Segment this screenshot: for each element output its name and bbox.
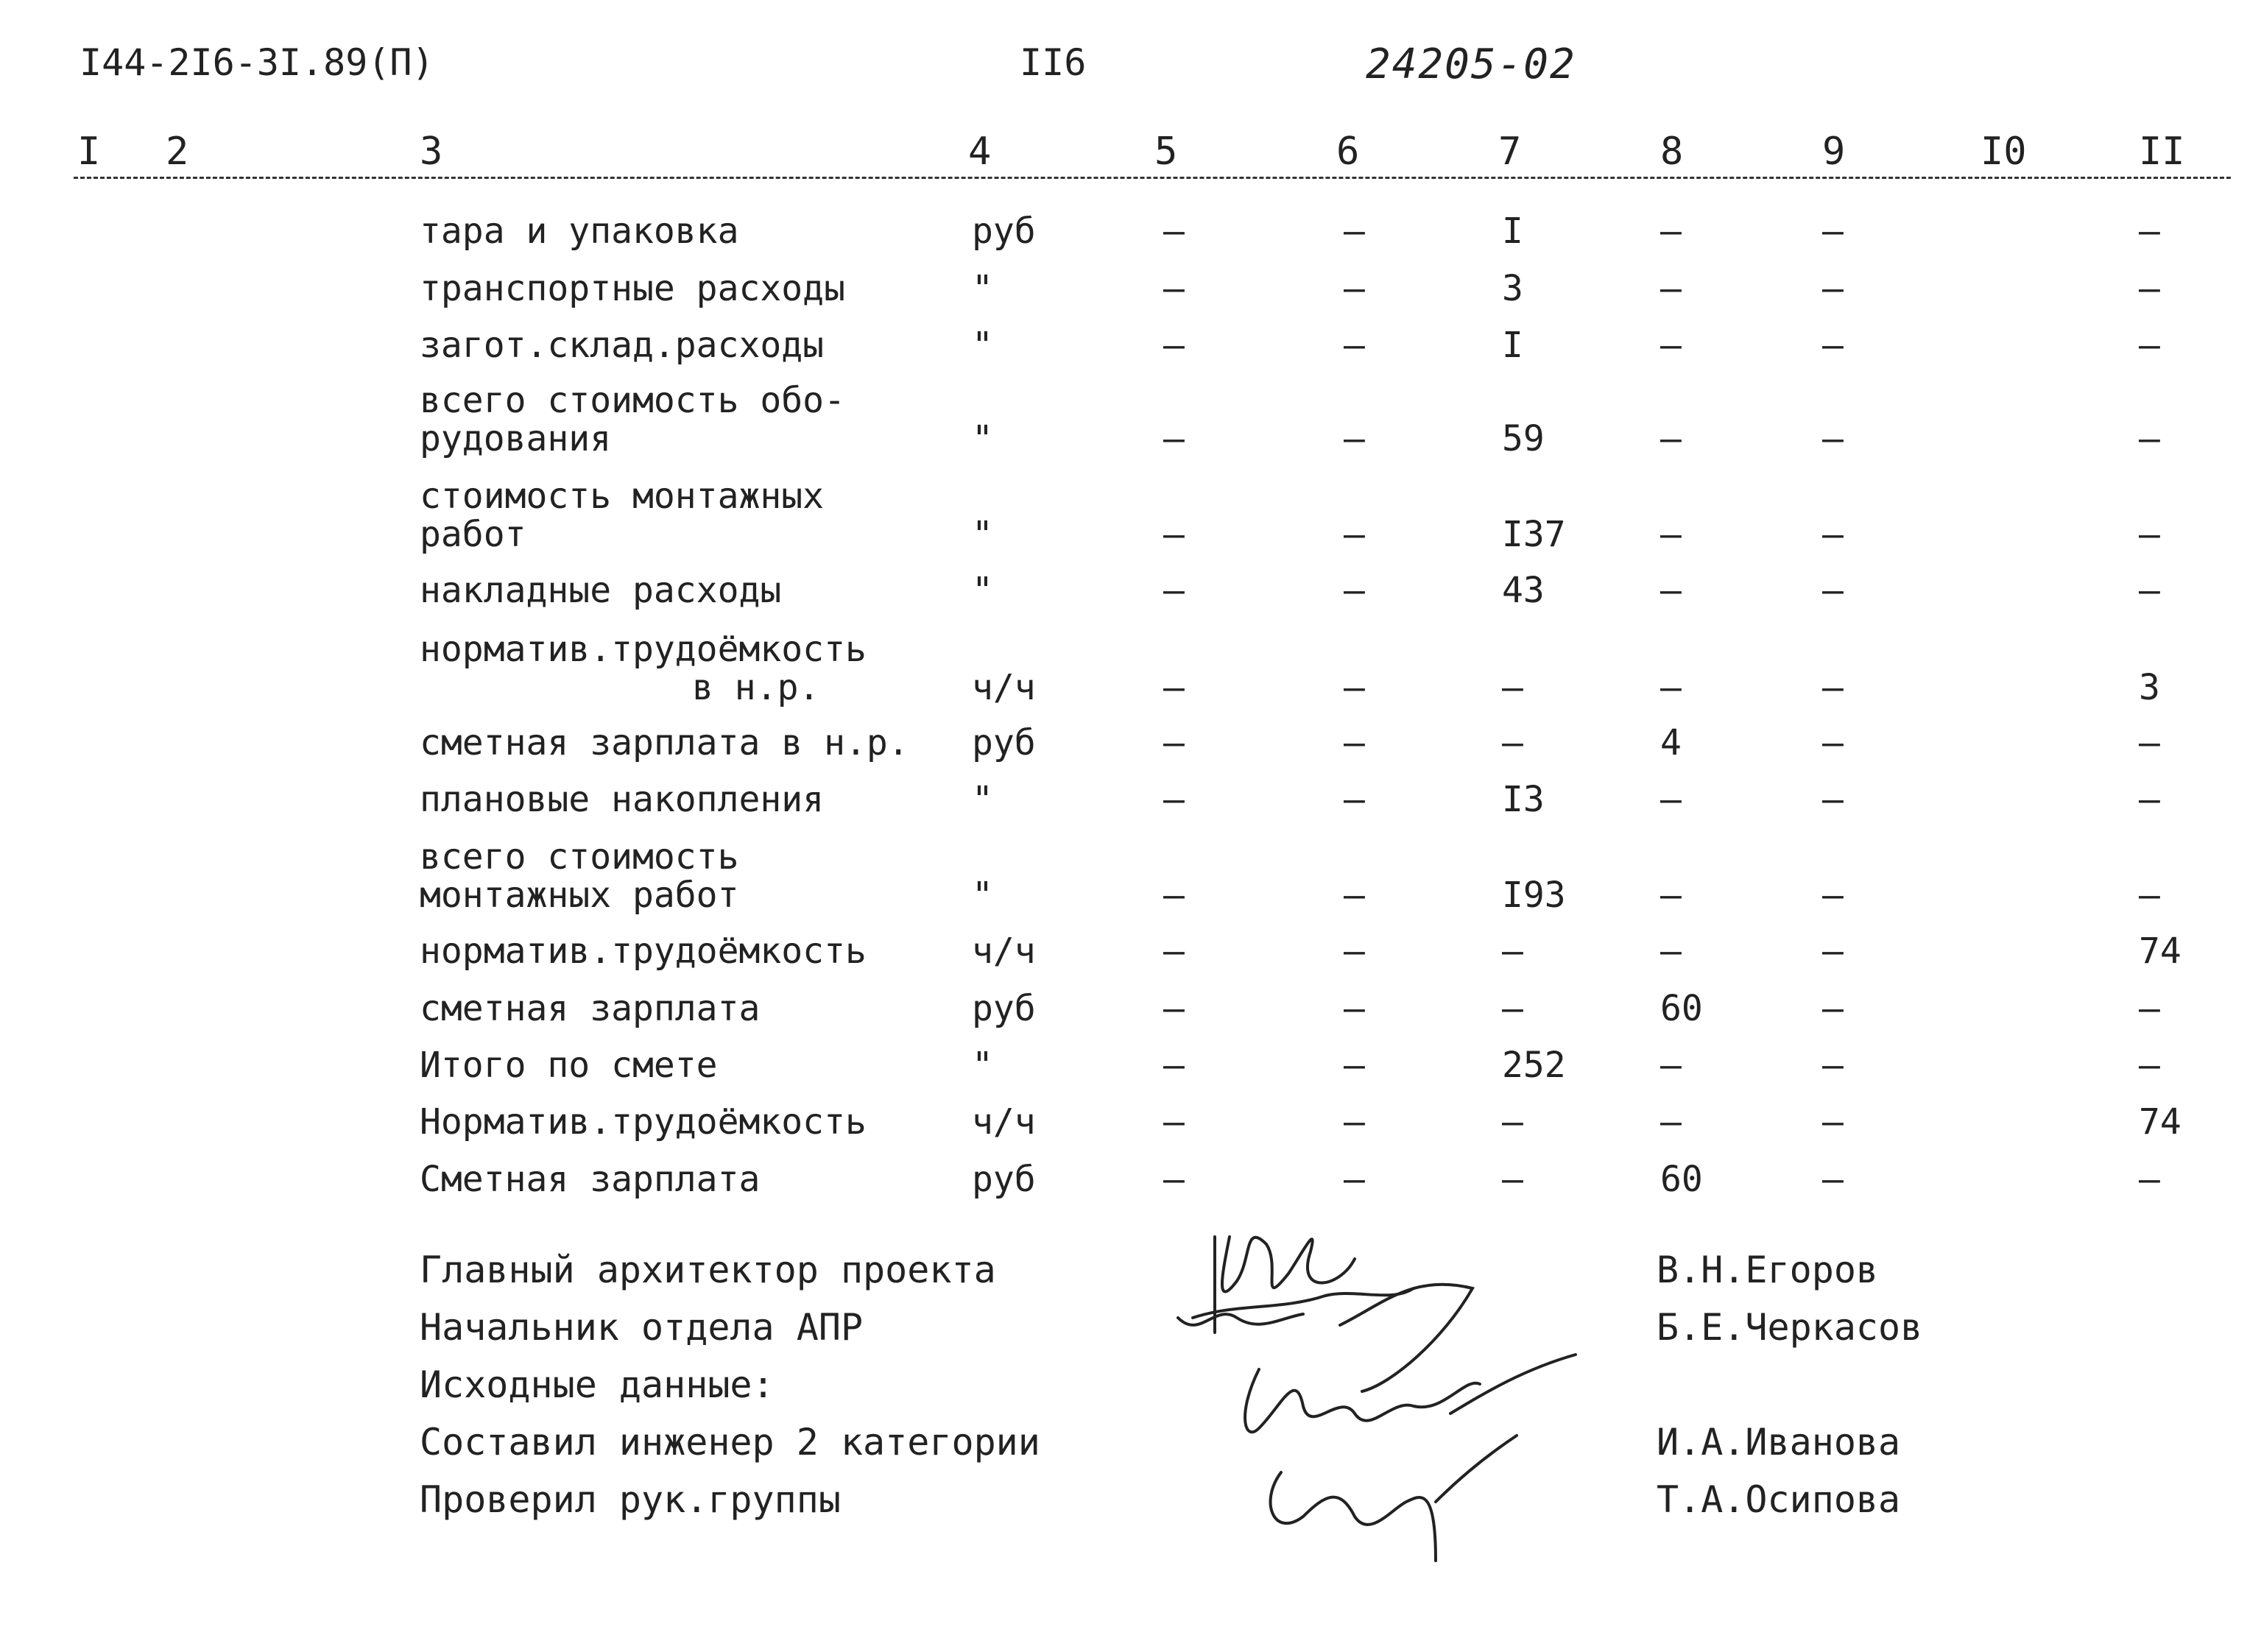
unit-cell: ч/ч [972, 667, 1036, 708]
value-cell-c6: – [1344, 931, 1365, 972]
row-description-cont: работ [420, 514, 526, 555]
archive-number: 24205-02 [1366, 40, 1576, 88]
value-cell-c9: – [1822, 931, 1844, 972]
value-cell-c11: – [2139, 325, 2160, 366]
column-number: 6 [1336, 130, 1360, 174]
value-cell-c9: – [1822, 1045, 1844, 1086]
row-description: транспортные расходы [420, 268, 845, 309]
value-cell-c8: 60 [1660, 1159, 1703, 1200]
value-cell-c6: – [1344, 988, 1365, 1029]
value-cell-c8: – [1660, 1045, 1682, 1086]
row-description: Сметная зарплата [420, 1159, 761, 1200]
unit-cell: руб [972, 1159, 1036, 1200]
value-cell-c5: – [1163, 988, 1185, 1029]
value-cell-c11: – [2139, 1045, 2160, 1086]
value-cell-c7: – [1502, 988, 1523, 1029]
value-cell-c6: – [1344, 667, 1365, 708]
value-cell-c5: – [1163, 514, 1185, 555]
column-number: 5 [1154, 130, 1178, 174]
value-cell-c8: – [1660, 779, 1682, 820]
row-description: загот.склад.расходы [420, 325, 825, 366]
value-cell-c7: I3 [1502, 779, 1545, 820]
value-cell-c7: 252 [1502, 1045, 1566, 1086]
value-cell-c8: – [1660, 667, 1682, 708]
value-cell-c11: – [2139, 779, 2160, 820]
value-cell-c11: – [2139, 1159, 2160, 1200]
unit-cell: " [972, 570, 993, 611]
value-cell-c7: – [1502, 667, 1523, 708]
value-cell-c8: 4 [1660, 722, 1682, 763]
value-cell-c7: – [1502, 931, 1523, 972]
column-number: II [2139, 130, 2185, 174]
value-cell-c9: – [1822, 268, 1844, 309]
value-cell-c5: – [1163, 1101, 1185, 1143]
row-description-cont: рудования [420, 418, 612, 459]
value-cell-c5: – [1163, 1045, 1185, 1086]
value-cell-c7: I [1502, 325, 1523, 366]
value-cell-c9: – [1822, 325, 1844, 366]
row-description: тара и упаковка [420, 211, 739, 252]
signature-role: Составил инженер 2 категории [420, 1421, 1040, 1464]
value-cell-c7: 59 [1502, 418, 1545, 459]
signature-role: Проверил рук.группы [420, 1478, 841, 1521]
signature-role: Главный архитектор проекта [420, 1249, 996, 1291]
row-description: всего стоимость [420, 836, 739, 878]
signatory-name: И.А.Иванова [1657, 1421, 1901, 1464]
value-cell-c9: – [1822, 779, 1844, 820]
value-cell-c8: – [1660, 1101, 1682, 1143]
row-description: стоимость монтажных [420, 476, 825, 517]
document-code: I44-2I6-3I.89(П) [80, 41, 434, 84]
value-cell-c8: – [1660, 268, 1682, 309]
value-cell-c6: – [1344, 211, 1365, 252]
signatory-name: Б.Е.Черкасов [1657, 1306, 1923, 1349]
value-cell-c11: – [2139, 268, 2160, 309]
signature-role: Начальник отдела АПР [420, 1306, 864, 1349]
row-description: Итого по смете [420, 1045, 718, 1086]
column-number: 9 [1822, 130, 1846, 174]
unit-cell: ч/ч [972, 1101, 1036, 1143]
value-cell-c5: – [1163, 667, 1185, 708]
row-description: сметная зарплата [420, 988, 761, 1029]
row-description: норматив.трудоёмкость [420, 629, 867, 670]
value-cell-c5: – [1163, 722, 1185, 763]
value-cell-c8: – [1660, 931, 1682, 972]
column-number: 3 [420, 130, 443, 174]
value-cell-c9: – [1822, 722, 1844, 763]
row-description-cont: в н.р. [692, 667, 820, 708]
value-cell-c9: – [1822, 211, 1844, 252]
value-cell-c9: – [1822, 418, 1844, 459]
row-description: Норматив.трудоёмкость [420, 1101, 867, 1143]
value-cell-c6: – [1344, 779, 1365, 820]
value-cell-c9: – [1822, 667, 1844, 708]
value-cell-c5: – [1163, 875, 1185, 916]
unit-cell: " [972, 1045, 993, 1086]
signatory-name: В.Н.Егоров [1657, 1249, 1879, 1291]
value-cell-c5: – [1163, 325, 1185, 366]
value-cell-c6: – [1344, 1159, 1365, 1200]
value-cell-c6: – [1344, 514, 1365, 555]
value-cell-c7: 3 [1502, 268, 1523, 309]
value-cell-c5: – [1163, 418, 1185, 459]
value-cell-c5: – [1163, 268, 1185, 309]
value-cell-c11: – [2139, 418, 2160, 459]
row-description-cont: монтажных работ [420, 875, 739, 916]
column-number: 7 [1498, 130, 1522, 174]
value-cell-c11: – [2139, 211, 2160, 252]
value-cell-c9: – [1822, 875, 1844, 916]
unit-cell: " [972, 875, 993, 916]
unit-cell: руб [972, 211, 1036, 252]
value-cell-c11: – [2139, 988, 2160, 1029]
value-cell-c9: – [1822, 1159, 1844, 1200]
column-number: 8 [1660, 130, 1684, 174]
value-cell-c5: – [1163, 1159, 1185, 1200]
column-number: I0 [1980, 130, 2027, 174]
row-description: сметная зарплата в н.р. [420, 722, 909, 763]
value-cell-c7: 43 [1502, 570, 1545, 611]
row-description: накладные расходы [420, 570, 782, 611]
unit-cell: " [972, 418, 993, 459]
value-cell-c8: – [1660, 211, 1682, 252]
value-cell-c6: – [1344, 570, 1365, 611]
value-cell-c6: – [1344, 875, 1365, 916]
value-cell-c5: – [1163, 211, 1185, 252]
column-number: 2 [166, 130, 189, 174]
value-cell-c8: – [1660, 325, 1682, 366]
unit-cell: руб [972, 988, 1036, 1029]
unit-cell: ч/ч [972, 931, 1036, 972]
page-number: II6 [1020, 41, 1087, 84]
value-cell-c7: I37 [1502, 514, 1566, 555]
value-cell-c6: – [1344, 1101, 1365, 1143]
value-cell-c9: – [1822, 1101, 1844, 1143]
value-cell-c9: – [1822, 514, 1844, 555]
value-cell-c6: – [1344, 418, 1365, 459]
value-cell-c11: – [2139, 570, 2160, 611]
unit-cell: руб [972, 722, 1036, 763]
value-cell-c11: – [2139, 722, 2160, 763]
value-cell-c9: – [1822, 570, 1844, 611]
value-cell-c11: 74 [2139, 931, 2181, 972]
value-cell-c8: – [1660, 514, 1682, 555]
value-cell-c6: – [1344, 325, 1365, 366]
value-cell-c7: I93 [1502, 875, 1566, 916]
value-cell-c11: 74 [2139, 1101, 2181, 1143]
value-cell-c7: – [1502, 722, 1523, 763]
value-cell-c6: – [1344, 722, 1365, 763]
value-cell-c7: I [1502, 211, 1523, 252]
value-cell-c5: – [1163, 931, 1185, 972]
value-cell-c8: – [1660, 875, 1682, 916]
value-cell-c6: – [1344, 268, 1365, 309]
row-description: плановые накопления [420, 779, 825, 820]
value-cell-c6: – [1344, 1045, 1365, 1086]
signatory-name: Т.А.Осипова [1657, 1478, 1901, 1521]
value-cell-c9: – [1822, 988, 1844, 1029]
value-cell-c8: – [1660, 418, 1682, 459]
value-cell-c8: 60 [1660, 988, 1703, 1029]
handwritten-signatures [1171, 1193, 1627, 1590]
value-cell-c5: – [1163, 570, 1185, 611]
unit-cell: " [972, 514, 993, 555]
value-cell-c11: 3 [2139, 667, 2160, 708]
unit-cell: " [972, 325, 993, 366]
signature-role: Исходные данные: [420, 1363, 775, 1406]
unit-cell: " [972, 779, 993, 820]
column-number: I [77, 130, 101, 174]
column-number: 4 [968, 130, 992, 174]
header-divider [74, 177, 2231, 179]
value-cell-c7: – [1502, 1101, 1523, 1143]
row-description: всего стоимость обо- [420, 380, 845, 421]
value-cell-c5: – [1163, 779, 1185, 820]
value-cell-c11: – [2139, 514, 2160, 555]
row-description: норматив.трудоёмкость [420, 931, 867, 972]
value-cell-c11: – [2139, 875, 2160, 916]
unit-cell: " [972, 268, 993, 309]
value-cell-c8: – [1660, 570, 1682, 611]
value-cell-c7: – [1502, 1159, 1523, 1200]
